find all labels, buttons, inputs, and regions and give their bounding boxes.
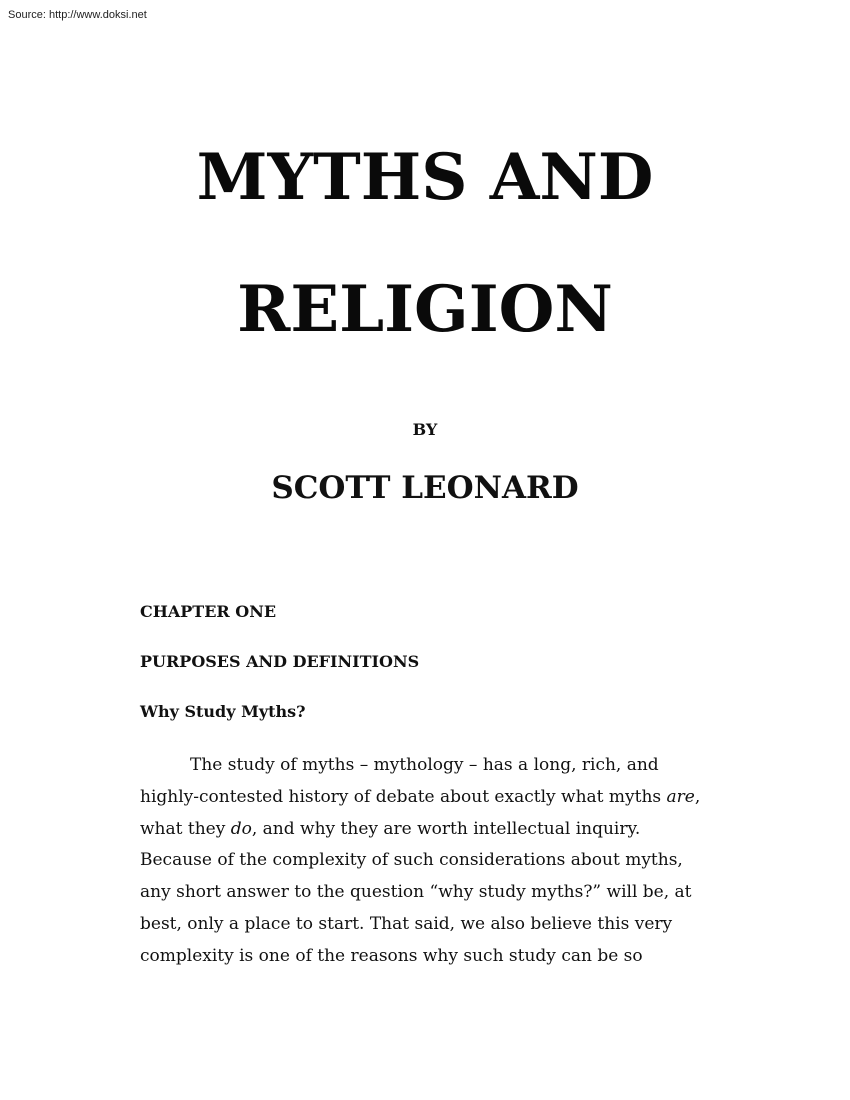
body-line-3-end: , and why they are worth intellectual inquiry.: [251, 818, 641, 839]
section-heading: PURPOSES AND DEFINITIONS: [140, 652, 420, 671]
title-line-1: MYTHS AND: [196, 140, 654, 215]
body-line-2-text: highly-contested history of debate about exactly what myths: [140, 786, 667, 807]
source-note: Source: http://www.doksi.net: [8, 9, 147, 21]
body-line-5: any short answer to the question “why study myths?” will be, at: [140, 882, 692, 903]
chapter-label: CHAPTER ONE: [140, 602, 277, 621]
byline-by: BY: [412, 420, 438, 439]
subsection-heading: Why Study Myths?: [140, 702, 306, 721]
body-line-3-text: what they: [140, 818, 231, 839]
emphasis-do: do: [230, 818, 252, 839]
body-line-2: [140, 782, 710, 814]
body-paragraph: [140, 750, 710, 973]
body-line-2-end: ,: [694, 786, 701, 807]
body-line-4: Because of the complexity of such considerations about myths,: [140, 850, 683, 871]
body-line-3: [140, 814, 710, 846]
body-line-1: The study of myths – mythology – has a long, rich, and: [190, 755, 659, 775]
title-line-2: RELIGION: [237, 272, 613, 347]
emphasis-are: are: [666, 786, 695, 807]
body-line-6: best, only a place to start. That said, we also believe this very: [140, 913, 673, 934]
body-line-7: complexity is one of the reasons why such study can be so: [140, 945, 643, 966]
author-name: SCOTT LEONARD: [271, 470, 579, 506]
